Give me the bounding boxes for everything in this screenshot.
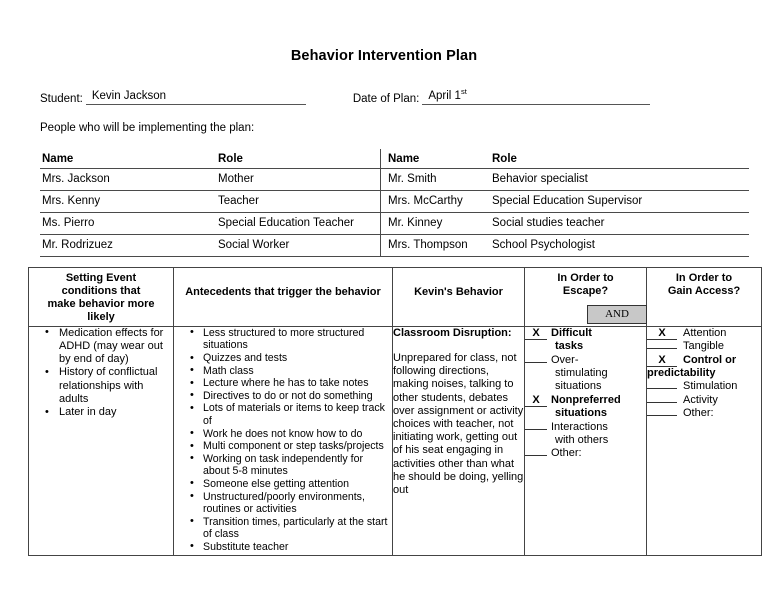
option-continuation: predictability [647,367,716,380]
people-header-role-1: Role [216,149,381,169]
student-value[interactable]: Kevin Jackson [86,90,306,105]
table-row [40,212,749,234]
list-item: • Less structured to more structured situations [190,327,392,352]
cell-behavior [393,326,525,555]
list-item: • Lecture where he has to take notes [190,377,392,390]
cell-role: Teacher [216,190,381,212]
escape-option[interactable] [525,394,646,421]
list-item: • Later in day [45,406,173,419]
header-setting-event [29,267,174,326]
checkbox-blank[interactable]: X [525,328,547,340]
analysis-body-row [29,326,762,555]
option-label: Tangible [683,340,724,353]
cell-role: School Psychologist [490,234,749,256]
checkbox-blank[interactable] [647,415,677,416]
list-item: • Someone else getting attention [190,478,392,491]
list-item: • Medication effects for ADHD (may wear out by end of day) [45,327,173,367]
list-item: • Quizzes and tests [190,352,392,365]
cell-role: Special Education Teacher [216,212,381,234]
header-line: conditions that [61,284,141,297]
list-item: • Lots of materials or items to keep track of [190,402,392,427]
people-header-role-2: Role [490,149,749,169]
checkbox-blank[interactable] [525,429,547,430]
list-item: • Transition times, particularly at the start of class [190,516,392,541]
header-line: In Order to [557,271,614,284]
option-label: Nonpreferred [551,393,621,406]
header-line: likely [87,310,115,323]
cell-name: Ms. Pierro [40,212,216,234]
and-connector-badge: AND [587,305,647,324]
people-header-name-1: Name [40,149,216,169]
cell-name: Mrs. McCarthy [381,190,491,212]
identity-row [40,85,728,105]
option-label: Control or [683,353,737,366]
header-line: make behavior more [47,297,155,310]
list-item: • Math class [190,365,392,378]
checkbox-blank[interactable] [525,362,547,363]
header-behavior [393,267,525,326]
escape-option[interactable] [525,327,646,354]
option-label: Over- [551,353,579,366]
option-continuation: stimulating situations [555,367,608,393]
student-field [40,90,306,105]
cell-role: Special Education Supervisor [490,190,749,212]
header-line: Gain Access? [667,284,741,297]
cell-name: Mr. Rodrizuez [40,234,216,256]
table-row [40,190,749,212]
list-item: • Working on task independently for about 5-8 minutes [190,453,392,478]
escape-option[interactable] [525,447,646,460]
header-escape [525,267,647,326]
header-line: Escape? [562,284,609,297]
implementers-table [40,149,749,257]
people-header-name-2: Name [381,149,491,169]
cell-role: Social Worker [216,234,381,256]
list-item: • History of conflictual relationships with adults [45,366,173,406]
checkbox-blank[interactable] [647,348,677,349]
antecedents-list [174,327,392,554]
table-row [40,168,749,190]
cell-name: Mrs. Thompson [381,234,491,256]
header-line: Antecedents that trigger the behavior [185,285,381,298]
date-ordinal-suffix: st [460,87,467,96]
list-item: • Unstructured/poorly environments, routines or activities [190,491,392,516]
list-item: • Work he does not know how to do [190,428,392,441]
list-item: • Multi component or step tasks/projects [190,440,392,453]
header-line: In Order to [675,271,733,284]
escape-option[interactable] [525,354,646,394]
behavior-analysis-table [28,267,762,556]
date-of-plan-field [353,85,650,105]
gain-access-option[interactable] [647,407,761,420]
gain-access-option[interactable] [647,380,761,393]
cell-role: Behavior specialist [490,168,749,190]
option-label: Other: [551,447,582,460]
people-subheading: People who will be implementing the plan: [40,121,255,134]
option-label: Other: [683,407,714,420]
gain-access-option[interactable] [647,327,761,340]
checkbox-blank[interactable] [647,388,677,389]
option-continuation: with others [555,434,609,447]
header-gain-access [647,267,762,326]
date-text: April 1 [428,89,461,102]
cell-setting-events [29,326,174,555]
option-label: Difficult [551,326,592,339]
behavior-heading: Classroom Disruption: [393,326,512,339]
page-title: Behavior Intervention Plan [290,48,478,64]
gain-access-option[interactable] [647,354,761,381]
date-of-plan-value[interactable] [422,85,650,105]
checkbox-blank[interactable]: X [647,328,677,340]
list-item: • Substitute teacher [190,541,392,554]
setting-events-list [29,327,173,419]
table-header-row [40,149,749,169]
cell-name: Mr. Smith [381,168,491,190]
option-label: Stimulation [683,380,738,393]
checkbox-blank[interactable] [647,402,677,403]
checkbox-blank[interactable] [525,455,547,456]
header-antecedents [174,267,393,326]
escape-option[interactable] [525,421,646,448]
table-row [40,234,749,256]
checkbox-blank[interactable]: X [525,395,547,407]
cell-antecedents [174,326,393,555]
gain-access-option[interactable] [647,394,761,407]
option-continuation: tasks [555,340,584,353]
behavior-description: Unprepared for class, not following directions, making noises, talking to other students, debates over assignment or activity choices with teacher, not initiating work, getting out of his seat engaging in activities other than what he should be doing, yelling out [393,352,524,497]
cell-escape-options [525,326,647,555]
cell-name: Mr. Kinney [381,212,491,234]
option-label: Interactions [551,420,608,433]
cell-role: Social studies teacher [490,212,749,234]
cell-name: Mrs. Jackson [40,168,216,190]
cell-gain-access-options [647,326,762,555]
header-line: Kevin's Behavior [414,285,503,298]
date-of-plan-label: Date of Plan: [352,92,420,105]
analysis-header-row [29,267,762,326]
option-label: Activity [683,393,718,406]
header-line: Setting Event [65,271,137,284]
checkbox-blank[interactable]: X [647,355,677,367]
gain-access-option[interactable] [647,340,761,353]
student-label: Student: [40,92,83,105]
option-continuation: situations [555,407,607,420]
cell-name: Mrs. Kenny [40,190,216,212]
list-item: • Directives to do or not do something [190,390,392,403]
option-label: Attention [683,326,727,339]
cell-role: Mother [216,168,381,190]
